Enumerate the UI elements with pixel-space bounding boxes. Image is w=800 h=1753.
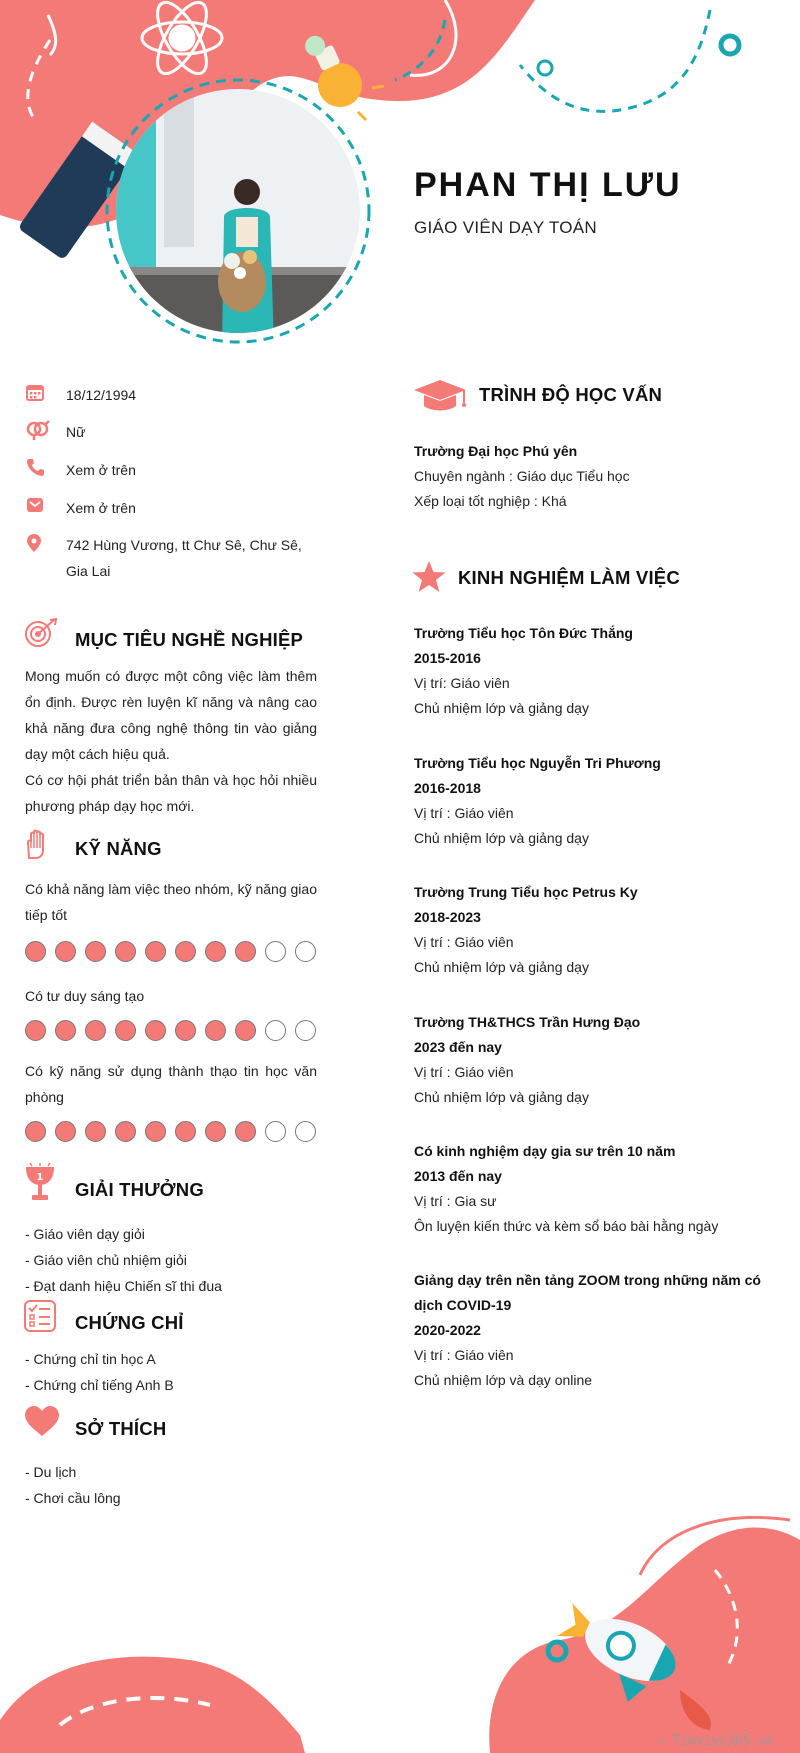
experience-time: 2020-2022 xyxy=(414,1322,481,1338)
rating-dot-filled xyxy=(205,1121,226,1142)
education-grade: Xếp loại tốt nghiệp : Khá xyxy=(414,493,567,509)
experience-desc: Chủ nhiệm lớp và dạy online xyxy=(414,1372,593,1388)
rating-dot-filled xyxy=(115,1121,136,1142)
awards-title: GIẢI THƯỞNG xyxy=(75,1179,204,1200)
rating-dot-filled xyxy=(25,1020,46,1041)
rating-dot-filled xyxy=(25,1121,46,1142)
skill-rating-2 xyxy=(25,1020,316,1041)
watermark: ∴ Timviec365.vn xyxy=(656,1734,774,1749)
gender-value: Nữ xyxy=(66,424,86,440)
candidate-name: PHAN THỊ LƯU xyxy=(414,166,682,204)
experience-position: Vị trí : Gia sư xyxy=(414,1193,497,1209)
teal-ring-top xyxy=(721,36,739,54)
award-item: - Đạt danh hiệu Chiến sĩ thi đua xyxy=(25,1278,222,1294)
hobby-item: - Du lịch xyxy=(25,1464,77,1480)
experience-org: Trường Tiểu học Tôn Đức Thắng xyxy=(414,625,633,641)
education-title: TRÌNH ĐỘ HỌC VẤN xyxy=(479,384,663,405)
hobbies-list xyxy=(25,1459,121,1511)
profile-photo xyxy=(104,77,372,345)
rating-dot-filled xyxy=(115,1020,136,1041)
experience-position: Vị trí : Giáo viên xyxy=(414,805,514,821)
experience-desc: Chủ nhiệm lớp và giảng dạy xyxy=(414,700,589,716)
skill-rating-3 xyxy=(25,1121,316,1142)
experience-org: Giảng dạy trên nền tảng ZOOM trong những năm có dịch COVID-19 xyxy=(414,1272,761,1313)
experience-org: Trường Trung Tiểu học Petrus Ky xyxy=(414,884,638,900)
experience-time: 2015-2016 xyxy=(414,650,481,666)
experience-item xyxy=(414,880,784,980)
email-icon xyxy=(26,495,66,517)
experience-time: 2013 đến nay xyxy=(414,1168,502,1184)
email-value: Xem ở trên xyxy=(66,500,136,516)
experience-desc: Ôn luyện kiến thức và kèm sổ báo bài hằng ngày xyxy=(414,1218,719,1234)
experience-item xyxy=(414,1010,784,1110)
svg-text:1: 1 xyxy=(36,1172,44,1183)
experience-position: Vị trí : Giáo viên xyxy=(414,1064,514,1080)
rating-dot-filled xyxy=(25,941,46,962)
rating-dot-filled xyxy=(145,1020,166,1041)
rating-dot-filled xyxy=(175,941,196,962)
watermark-text: Timviec365.vn xyxy=(672,1734,774,1749)
bottom-left-blob xyxy=(0,1657,305,1753)
skill-label-2: Có tư duy sáng tạo xyxy=(25,988,145,1004)
experience-title: KINH NGHIỆM LÀM VIỆC xyxy=(458,567,680,588)
experience-position: Vị trí : Giáo viên xyxy=(414,1347,514,1363)
experience-time: 2016-2018 xyxy=(414,780,481,796)
rating-dot-empty xyxy=(295,941,316,962)
experience-desc: Chủ nhiệm lớp và giảng dạy xyxy=(414,830,589,846)
experience-position: Vị trí : Giáo viên xyxy=(414,934,514,950)
candidate-job-title: GIÁO VIÊN DẠY TOÁN xyxy=(414,218,598,237)
experience-org: Trường Tiểu học Nguyễn Tri Phương xyxy=(414,755,661,771)
experience-org: Có kinh nghiệm dạy gia sư trên 10 năm xyxy=(414,1143,676,1159)
rating-dot-filled xyxy=(175,1121,196,1142)
rating-dot-filled xyxy=(205,941,226,962)
phone-value: Xem ở trên xyxy=(66,462,136,478)
rating-dot-filled xyxy=(205,1020,226,1041)
certificate-item: - Chứng chỉ tiếng Anh B xyxy=(25,1377,174,1393)
skills-title: KỸ NĂNG xyxy=(75,838,162,859)
rating-dot-empty xyxy=(295,1020,316,1041)
trophy-icon xyxy=(24,1163,56,1208)
skill-label-3: Có kỹ năng sử dụng thành thạo tin học văn phòng xyxy=(25,1063,317,1105)
education-major: Chuyên ngành : Giáo dục Tiểu học xyxy=(414,468,630,484)
awards-list xyxy=(25,1221,222,1299)
rating-dot-empty xyxy=(295,1121,316,1142)
experience-desc: Chủ nhiệm lớp và giảng dạy xyxy=(414,959,589,975)
award-item: - Giáo viên chủ nhiệm giỏi xyxy=(25,1252,187,1268)
award-item: - Giáo viên dạy giỏi xyxy=(25,1226,145,1242)
info-birthday xyxy=(26,382,326,408)
rating-dot-filled xyxy=(85,1121,106,1142)
rating-dot-filled xyxy=(145,1121,166,1142)
hand-icon xyxy=(24,828,48,865)
rating-dot-filled xyxy=(175,1020,196,1041)
experience-item xyxy=(414,621,784,721)
education-school: Trường Đại học Phú yên xyxy=(414,443,578,459)
hobbies-title: SỞ THÍCH xyxy=(75,1418,167,1439)
info-phone xyxy=(26,457,326,483)
skill-rating-1 xyxy=(25,941,316,962)
certificates-list xyxy=(25,1346,174,1398)
experience-time: 2018-2023 xyxy=(414,909,481,925)
calendar-icon xyxy=(26,382,66,404)
objective-text-1: Mong muốn có được một công việc làm thêm ổn định. Được rèn luyện kĩ năng và nâng cao khả năng đưa công nghệ thông tin vào giảng dạy một cách hiệu quả. xyxy=(25,668,317,762)
rating-dot-filled xyxy=(85,1020,106,1041)
experience-time: 2023 đến nay xyxy=(414,1039,502,1055)
rating-dot-empty xyxy=(265,941,286,962)
skill-label-1: Có khả năng làm việc theo nhóm, kỹ năng giao tiếp tốt xyxy=(25,881,317,923)
rating-dot-filled xyxy=(235,1020,256,1041)
rating-dot-filled xyxy=(85,941,106,962)
certificate-item: - Chứng chỉ tin học A xyxy=(25,1351,156,1367)
rating-dot-filled xyxy=(235,941,256,962)
info-gender xyxy=(26,419,326,445)
certificates-title: CHỨNG CHỈ xyxy=(75,1312,184,1333)
checklist-icon xyxy=(24,1300,56,1337)
rating-dot-empty xyxy=(265,1020,286,1041)
rating-dot-empty xyxy=(265,1121,286,1142)
star-icon xyxy=(411,560,447,599)
target-icon xyxy=(24,618,58,653)
graduation-cap-icon xyxy=(412,378,468,419)
experience-item xyxy=(414,1139,784,1239)
gender-icon xyxy=(26,419,66,443)
rating-dot-filled xyxy=(55,1020,76,1041)
heart-icon xyxy=(24,1405,60,1442)
rating-dot-filled xyxy=(235,1121,256,1142)
education-block xyxy=(414,439,784,514)
info-address xyxy=(26,532,326,584)
phone-icon xyxy=(26,457,66,479)
birthday-value: 18/12/1994 xyxy=(66,387,137,403)
objective-text-2: Có cơ hội phát triển bản thân và học hỏi nhiều phương pháp dạy học mới. xyxy=(25,772,317,814)
experience-org: Trường TH&THCS Trần Hưng Đạo xyxy=(414,1014,641,1030)
info-email xyxy=(26,495,326,521)
rating-dot-filled xyxy=(55,941,76,962)
objective-title: MỤC TIÊU NGHỀ NGHIỆP xyxy=(75,629,304,650)
rating-dot-filled xyxy=(115,941,136,962)
experience-desc: Chủ nhiệm lớp và giảng dạy xyxy=(414,1089,589,1105)
hobby-item: - Chơi cầu lông xyxy=(25,1490,121,1506)
location-pin-icon xyxy=(26,532,66,556)
address-value: 742 Hùng Vương, tt Chư Sê, Chư Sê, Gia Lai xyxy=(66,537,302,579)
experience-position: Vị trí: Giáo viên xyxy=(414,675,510,691)
experience-item xyxy=(414,751,784,851)
experience-item xyxy=(414,1268,784,1393)
rating-dot-filled xyxy=(55,1121,76,1142)
rating-dot-filled xyxy=(145,941,166,962)
